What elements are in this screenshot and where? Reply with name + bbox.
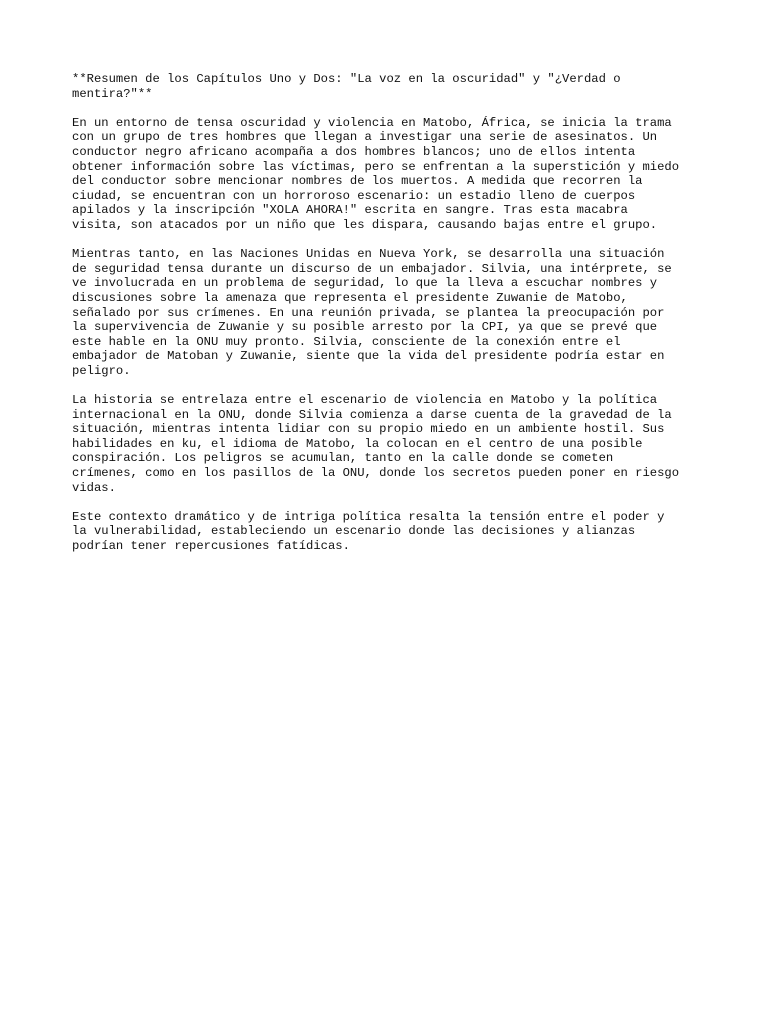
document-page: [72, 72, 700, 568]
paragraph-1: En un entorno de tensa oscuridad y violencia en Matobo, África, se inicia la trama con un grupo de tres hombres que llegan a investigar una serie de asesinatos. Un conductor negro africano acompaña a dos hombres blancos; uno de ellos intenta obtener información sobre las víctimas, pero se enfrentan a la superstición y miedo del conductor sobre mencionar nombres de los muertos. A medida que recorren la ciudad, se encuentran con un horroroso escenario: un estadio lleno de cuerpos apilados y la inscripción "XOLA AHORA!" escrita en sangre. Tras esta macabra visita, son atacados por un niño que les dispara, causando bajas entre el grupo.: [72, 115, 680, 232]
paragraph-3: La historia se entrelaza entre el escenario de violencia en Matobo y la política internacional en la ONU, donde Silvia comienza a darse cuenta de la gravedad de la situación, mientras intenta lidiar con su propio miedo en un ambiente hostil. Sus habilidades en ku, el idioma de Matobo, la colocan en el centro de una posible conspiración. Los peligros se acumulan, tanto en la calle donde se cometen crímenes, como en los pasillos de la ONU, donde los secretos pueden poner en riesgo vidas.: [72, 393, 680, 495]
paragraph-2: Mientras tanto, en las Naciones Unidas en Nueva York, se desarrolla una situación de seguridad tensa durante un discurso de un embajador. Silvia, una intérprete, se ve involucrada en un problema de seguridad, lo que la lleva a escuchar nombres y discusiones sobre la amenaza que representa el presidente Zuwanie de Matobo, señalado por sus crímenes. En una reunión privada, se plantea la preocupación por la supervivencia de Zuwanie y su posible arresto por la CPI, ya que se prevé que este hable en la ONU muy pronto. Silvia, consciente de la conexión entre el embajador de Matoban y Zuwanie, siente que la vida del presidente podría estar en peligro.: [72, 247, 672, 378]
paragraph-4: Este contexto dramático y de intriga política resalta la tensión entre el poder y la vulnerabilidad, estableciendo un escenario donde las decisiones y alianzas podrían tener repercusiones fatídicas.: [72, 509, 665, 553]
document-title: **Resumen de los Capítulos Uno y Dos: "La voz en la oscuridad" y "¿Verdad o mentira?"**: [72, 72, 621, 101]
